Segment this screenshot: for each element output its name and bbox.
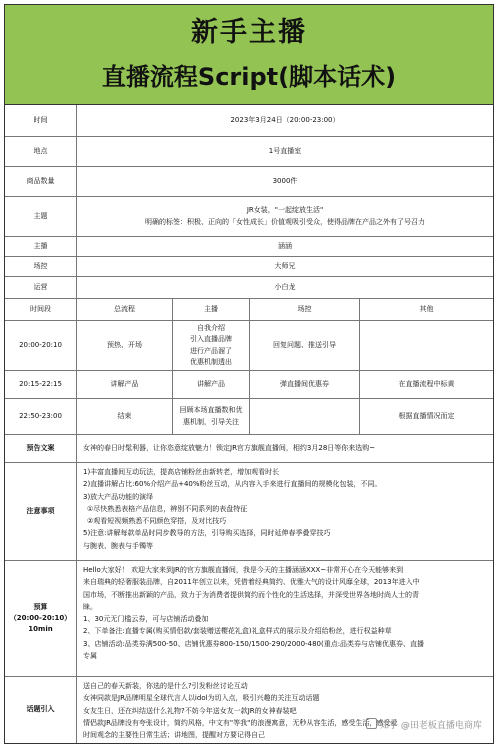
title-main: 新手主播: [191, 17, 307, 48]
theme-value: [77, 197, 493, 236]
warmup-line: 1、30元无门槛云券，可与店铺活动叠加: [83, 615, 209, 623]
schedule-other: 在直播流程中标黄: [398, 379, 455, 388]
header-control: 场控: [250, 299, 360, 320]
warmup-label-line: 预算: [33, 602, 48, 611]
schedule-control: 回复问题、推送引导: [250, 321, 360, 370]
host-value: 涵涵: [278, 241, 292, 250]
schedule-host: [173, 399, 250, 434]
row-control: [5, 257, 493, 277]
warmup-label-line: （20:00-20:10）: [9, 613, 72, 622]
control-value: 大师兄: [274, 261, 296, 270]
row-preview: [5, 435, 493, 463]
warmup-label: [5, 561, 77, 676]
schedule-other: 根据直播情况而定: [398, 411, 455, 420]
header-other: 其他: [419, 304, 434, 313]
row-topic: [5, 677, 493, 743]
watermark-text: 知乎 @田老板直播电商库: [380, 721, 482, 731]
schedule-time: 20:15-22:15: [5, 371, 77, 398]
host-line: 优惠机制透出: [190, 357, 232, 366]
row-ops: [5, 277, 493, 299]
schedule-header: [5, 299, 493, 321]
note-line: ①尽快熟悉表格产品信息，辨别不同系列的表盘特征: [87, 504, 248, 513]
notes-label: 注意事项: [5, 463, 77, 560]
schedule-flow: 结束: [77, 399, 173, 434]
header-flow: 总流程: [77, 299, 173, 320]
schedule-other: [360, 321, 493, 370]
schedule-flow: 讲解产品: [77, 371, 173, 398]
note-line: 1)丰富直播间互动玩法，提高店铺粉丝由新转老，增加观看时长: [83, 468, 280, 476]
schedule-control: 弹直播间优惠券: [250, 371, 360, 398]
schedule-time: 20:00-20:10: [5, 321, 77, 370]
warmup-line: 来自瑞典的轻奢服装品牌，自2011年创立以来，凭借着经典简约、优雅大气的设计风靡全球，2013年进入中: [83, 578, 420, 587]
warmup-label-line: 10min: [28, 625, 53, 634]
note-line: 与腕表、腕表与手镯等: [83, 541, 153, 550]
note-line: 3)放大产品功能的演绎: [83, 492, 154, 501]
row-quantity: [5, 167, 493, 197]
theme-line-1: JR女装，"一起绽放生活": [246, 206, 324, 215]
quantity-value: 3000件: [272, 176, 298, 185]
topic-body: [77, 677, 493, 743]
warmup-line: 2、下单备注:直播专属(购买情侣款/套装赠送樱花礼盒)礼盒样式的展示及介绍给粉丝，进行权益种草: [83, 627, 392, 636]
host-line: 回顾本场直播数和优: [179, 406, 243, 415]
topic-line: 送自己的春天新装，你选的是什么?引发粉丝讨论互动: [83, 682, 248, 690]
header-time: 时间段: [5, 299, 77, 320]
schedule-row: [5, 321, 493, 371]
host-label: 主播: [5, 237, 77, 256]
theme-label: 主题: [5, 197, 77, 236]
warmup-line: Hello大家好！ 欢迎大家来到JR的官方旗舰直播间，我是今天的主播涵涵XXX~非常开心在今天能够来到: [83, 566, 404, 574]
schedule-time: 22:50-23:00: [5, 399, 77, 434]
schedule-row: [5, 371, 493, 399]
row-warmup: [5, 561, 493, 677]
row-venue: [5, 137, 493, 167]
note-line: ②观看短视频熟悉不同颜色穿搭，及对比技巧: [87, 517, 227, 525]
venue-value: 1号直播室: [268, 146, 302, 155]
warmup-line: 专属: [83, 651, 97, 660]
warmup-line: 国市场，不断推出新颖的产品，致力于为消费者提供简约而个性化的生活选择，并深受世界各地时尚人士的青: [83, 590, 419, 599]
schedule-control: [250, 399, 360, 434]
control-label: 场控: [5, 257, 77, 276]
preview-label: 预告文案: [5, 435, 77, 462]
topic-line: 时间观念的主要性日常生活；讲地图，提醒对方要记得自己: [83, 731, 265, 739]
topic-label: 话题引入: [5, 677, 77, 743]
host-line: 进行产品溜了: [190, 346, 232, 355]
note-line: 5)注意:讲解每款单品时同步教导的方法，引导购买选择，同时延伸春季叠穿技巧: [83, 529, 331, 538]
preview-value: 女神的春日时髦利器，让你恣意绽放魅力！锁定JR官方旗舰直播间，相约3月28日等你来选购~: [83, 443, 376, 452]
script-sheet: [4, 4, 494, 744]
warmup-body: [77, 561, 493, 676]
venue-label: 地点: [5, 137, 77, 166]
host-line: 引入直播品牌: [190, 335, 232, 344]
zhihu-watermark: [366, 718, 482, 731]
note-line: 2)直播讲解占比:60%介绍产品+40%粉丝互动，从内容入手来进行直播间的规模化包装，不同。: [83, 480, 382, 489]
zhihu-logo-icon: [366, 718, 377, 729]
row-notes: [5, 463, 493, 561]
notes-body: [77, 463, 493, 560]
header-host: 主播: [173, 299, 250, 320]
topic-line: 情侣款JR品牌没有夸张设计，简约风格，中文有"等我"的浪漫寓意，无秒从容生活，感受生活，感受爱: [83, 718, 398, 727]
time-label: 时间: [5, 105, 77, 136]
row-host: [5, 237, 493, 257]
warmup-line: 睐。: [83, 602, 97, 611]
time-value: 2023年3月24日（20:00-23:00）: [230, 115, 340, 124]
row-theme: [5, 197, 493, 237]
topic-line: 女神同款是JR品牌明星全球代言人以idol为切入点，吸引兴趣的关注互动话题: [83, 694, 320, 703]
schedule-host: 讲解产品: [173, 371, 250, 398]
host-line: 惠机制，引导关注: [183, 417, 239, 426]
ops-label: 运营: [5, 277, 77, 298]
ops-value: 小白龙: [274, 282, 296, 291]
theme-line-2: 明确的标签：积极、正向的「女性成长」价值观吸引受众，使得品牌在产品之外有了号召力: [145, 217, 425, 226]
title-band: [5, 5, 493, 105]
warmup-line: 3、店铺活动:品类券满500-50、店铺优惠券800-150/1500-290/2000-480(重点:品类券与店铺优惠券、直播: [83, 639, 425, 648]
quantity-label: 商品数量: [5, 167, 77, 196]
schedule-host: [173, 321, 250, 370]
topic-line: 女友生日，还在纠结送什么礼物?不妨今年送女友一款JR的女神春装吧: [83, 706, 297, 715]
row-time: [5, 105, 493, 137]
host-line: 自我介绍: [197, 324, 225, 333]
schedule-flow: 预热、开场: [77, 321, 173, 370]
title-sub: 直播流程Script(脚本话术): [101, 63, 397, 91]
schedule-row: [5, 399, 493, 435]
